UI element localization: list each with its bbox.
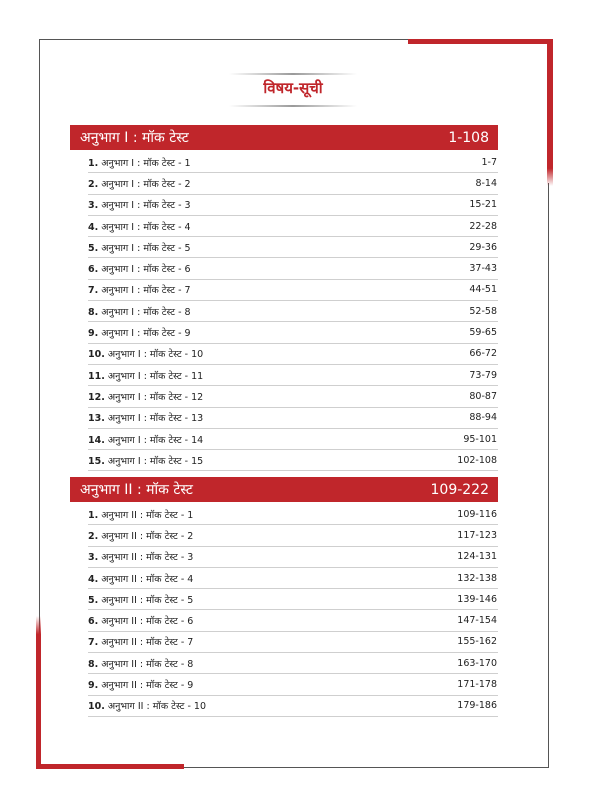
toc-entry-number: 3. [88, 200, 99, 212]
toc-entry-number: 4. [88, 573, 99, 585]
title-rule-top [229, 73, 357, 75]
corner-accent-bottom-left-vertical [36, 616, 41, 769]
toc-entry-title [88, 156, 191, 169]
page-title: विषय-सूची [263, 79, 323, 97]
toc-entry-label: अनुभाग II : मॉक टेस्ट - 9 [101, 680, 194, 692]
toc-entry[interactable] [88, 632, 498, 653]
toc-entry[interactable] [88, 408, 498, 429]
toc-entry-number: 5. [88, 242, 99, 254]
toc-entry[interactable] [88, 589, 498, 610]
toc-entry-label: अनुभाग I : मॉक टेस्ट - 10 [107, 349, 204, 361]
toc-entry-number: 11. [88, 370, 105, 382]
toc-entry-title [88, 283, 191, 296]
toc-entry-title [88, 454, 203, 467]
toc-entry-number: 10. [88, 701, 105, 713]
toc-entry-number: 12. [88, 391, 105, 403]
toc-entry-pages: 52-58 [469, 305, 497, 317]
toc-entry-number: 9. [88, 680, 99, 692]
toc-entry-title [88, 657, 193, 670]
toc-entry[interactable] [88, 280, 498, 301]
toc-entry[interactable] [88, 344, 498, 365]
toc-entry-label: अनुभाग I : मॉक टेस्ट - 12 [107, 391, 204, 403]
toc-entry-number: 8. [88, 658, 99, 670]
toc-entry-pages: 95-101 [463, 433, 497, 445]
frame-bottom-border [181, 767, 549, 768]
toc-entry-pages: 73-79 [469, 369, 497, 381]
toc-entry-label: अनुभाग I : मॉक टेस्ट - 2 [101, 178, 191, 190]
toc-entry-label: अनुभाग I : मॉक टेस्ट - 13 [107, 413, 204, 425]
toc-entry-number: 15. [88, 455, 105, 467]
toc-entry[interactable] [88, 610, 498, 631]
toc-entry-pages: 8-14 [475, 177, 497, 189]
toc-entry[interactable] [88, 258, 498, 279]
toc-entry[interactable] [88, 696, 498, 717]
toc-entry-number: 4. [88, 221, 99, 233]
toc-entry-number: 7. [88, 285, 99, 297]
toc-entry-pages: 132-138 [457, 572, 497, 584]
toc-entry-pages: 44-51 [469, 284, 497, 296]
toc-entry-number: 2. [88, 530, 99, 542]
corner-accent-top-right-vertical [547, 39, 553, 186]
toc-entry[interactable] [88, 216, 498, 237]
section-page-range: 109-222 [430, 481, 489, 498]
toc-entry-label: अनुभाग I : मॉक टेस्ट - 8 [101, 306, 191, 318]
toc-entry-title [88, 550, 193, 563]
toc-entry-title [88, 220, 191, 233]
corner-accent-bottom-left [36, 764, 184, 769]
toc-entry-label: अनुभाग I : मॉक टेस्ट - 3 [101, 200, 191, 212]
toc-entry-pages: 29-36 [469, 241, 497, 253]
toc-entry-number: 13. [88, 413, 105, 425]
toc-entry-label: अनुभाग I : मॉक टेस्ट - 9 [101, 328, 191, 340]
toc-entry[interactable] [88, 504, 498, 525]
toc-entry[interactable] [88, 173, 498, 194]
toc-entry-label: अनुभाग II : मॉक टेस्ट - 1 [101, 509, 194, 521]
toc-entry-label: अनुभाग II : मॉक टेस्ट - 8 [101, 658, 194, 670]
toc-entry-label: अनुभाग II : मॉक टेस्ट - 4 [101, 573, 194, 585]
toc-entry-title [88, 614, 193, 627]
toc-list-section-1 [88, 152, 498, 471]
toc-entry-title [88, 572, 193, 585]
toc-entry[interactable] [88, 301, 498, 322]
toc-entry[interactable] [88, 195, 498, 216]
toc-entry-number: 7. [88, 637, 99, 649]
toc-entry-label: अनुभाग II : मॉक टेस्ट - 3 [101, 552, 194, 564]
toc-entry-title [88, 198, 191, 211]
section-title: अनुभाग I : मॉक टेस्ट [80, 130, 189, 146]
toc-entry-pages: 163-170 [457, 657, 497, 669]
toc-entry-number: 14. [88, 434, 105, 446]
toc-entry[interactable] [88, 674, 498, 695]
toc-entry-label: अनुभाग I : मॉक टेस्ट - 6 [101, 264, 191, 276]
toc-entry-pages: 37-43 [469, 263, 497, 275]
toc-entry-label: अनुभाग II : मॉक टेस्ट - 6 [101, 616, 194, 628]
toc-entry-number: 8. [88, 306, 99, 318]
toc-entry-title [88, 241, 191, 254]
frame-right-border [548, 183, 549, 768]
toc-entry-title [88, 508, 193, 521]
toc-entry-pages: 1-7 [481, 156, 497, 168]
toc-entry[interactable] [88, 152, 498, 173]
toc-entry-title [88, 529, 193, 542]
toc-entry-pages: 88-94 [469, 412, 497, 424]
toc-entry[interactable] [88, 237, 498, 258]
toc-entry-number: 6. [88, 264, 99, 276]
toc-entry-number: 9. [88, 328, 99, 340]
toc-entry-title [88, 326, 191, 339]
toc-entry-label: अनुभाग I : मॉक टेस्ट - 15 [107, 455, 204, 467]
toc-entry-title [88, 347, 203, 360]
toc-entry-label: अनुभाग I : मॉक टेस्ट - 4 [101, 221, 191, 233]
toc-entry-pages: 80-87 [469, 390, 497, 402]
toc-entry[interactable] [88, 525, 498, 546]
toc-entry-number: 1. [88, 157, 99, 169]
toc-entry[interactable] [88, 429, 498, 450]
toc-entry-title [88, 262, 191, 275]
toc-entry-title [88, 305, 191, 318]
toc-entry-number: 3. [88, 552, 99, 564]
toc-entry[interactable] [88, 450, 498, 471]
toc-entry[interactable] [88, 547, 498, 568]
toc-entry-title [88, 678, 193, 691]
corner-accent-top-right [408, 39, 553, 44]
toc-entry-number: 6. [88, 616, 99, 628]
section-header-2 [70, 477, 498, 502]
section-page-range: 1-108 [448, 129, 489, 146]
toc-entry-title [88, 177, 191, 190]
toc-entry-label: अनुभाग II : मॉक टेस्ट - 2 [101, 530, 194, 542]
toc-entry-label: अनुभाग II : मॉक टेस्ट - 10 [107, 701, 207, 713]
section-title: अनुभाग II : मॉक टेस्ट [80, 482, 193, 498]
toc-entry-pages: 171-178 [457, 679, 497, 691]
toc-entry-pages: 22-28 [469, 220, 497, 232]
toc-entry-title [88, 411, 203, 424]
toc-entry-label: अनुभाग I : मॉक टेस्ट - 5 [101, 242, 191, 254]
toc-entry-pages: 102-108 [457, 454, 497, 466]
toc-entry-title [88, 699, 206, 712]
toc-entry-title [88, 433, 203, 446]
toc-entry-label: अनुभाग II : मॉक टेस्ट - 7 [101, 637, 194, 649]
toc-entry-pages: 139-146 [457, 593, 497, 605]
page-title-block [229, 73, 357, 107]
toc-entry-number: 10. [88, 349, 105, 361]
toc-entry-label: अनुभाग I : मॉक टेस्ट - 14 [107, 434, 204, 446]
toc-entry-pages: 124-131 [457, 551, 497, 563]
section-header-1 [70, 125, 498, 150]
toc-entry-pages: 147-154 [457, 615, 497, 627]
title-rule-bottom [229, 105, 357, 107]
toc-entry[interactable] [88, 568, 498, 589]
toc-entry[interactable] [88, 365, 498, 386]
toc-entry-number: 2. [88, 178, 99, 190]
toc-entry-title [88, 369, 203, 382]
toc-entry-pages: 109-116 [457, 508, 497, 520]
toc-entry-number: 1. [88, 509, 99, 521]
toc-entry-number: 5. [88, 594, 99, 606]
toc-entry-label: अनुभाग II : मॉक टेस्ट - 5 [101, 594, 194, 606]
toc-entry-pages: 117-123 [457, 529, 497, 541]
toc-entry-title [88, 635, 193, 648]
toc-entry[interactable] [88, 322, 498, 343]
toc-entry-title [88, 593, 193, 606]
toc-entry-pages: 15-21 [469, 199, 497, 211]
toc-entry-label: अनुभाग I : मॉक टेस्ट - 7 [101, 285, 191, 297]
frame-top-border [39, 39, 410, 40]
toc-entry-pages: 66-72 [469, 348, 497, 360]
toc-entry-pages: 59-65 [469, 327, 497, 339]
toc-entry[interactable] [88, 653, 498, 674]
toc-entry-title [88, 390, 203, 403]
toc-list-section-2 [88, 504, 498, 717]
toc-entry-label: अनुभाग I : मॉक टेस्ट - 11 [107, 370, 204, 382]
toc-entry-pages: 155-162 [457, 636, 497, 648]
toc-entry-pages: 179-186 [457, 700, 497, 712]
toc-entry[interactable] [88, 386, 498, 407]
toc-entry-label: अनुभाग I : मॉक टेस्ट - 1 [101, 157, 191, 169]
